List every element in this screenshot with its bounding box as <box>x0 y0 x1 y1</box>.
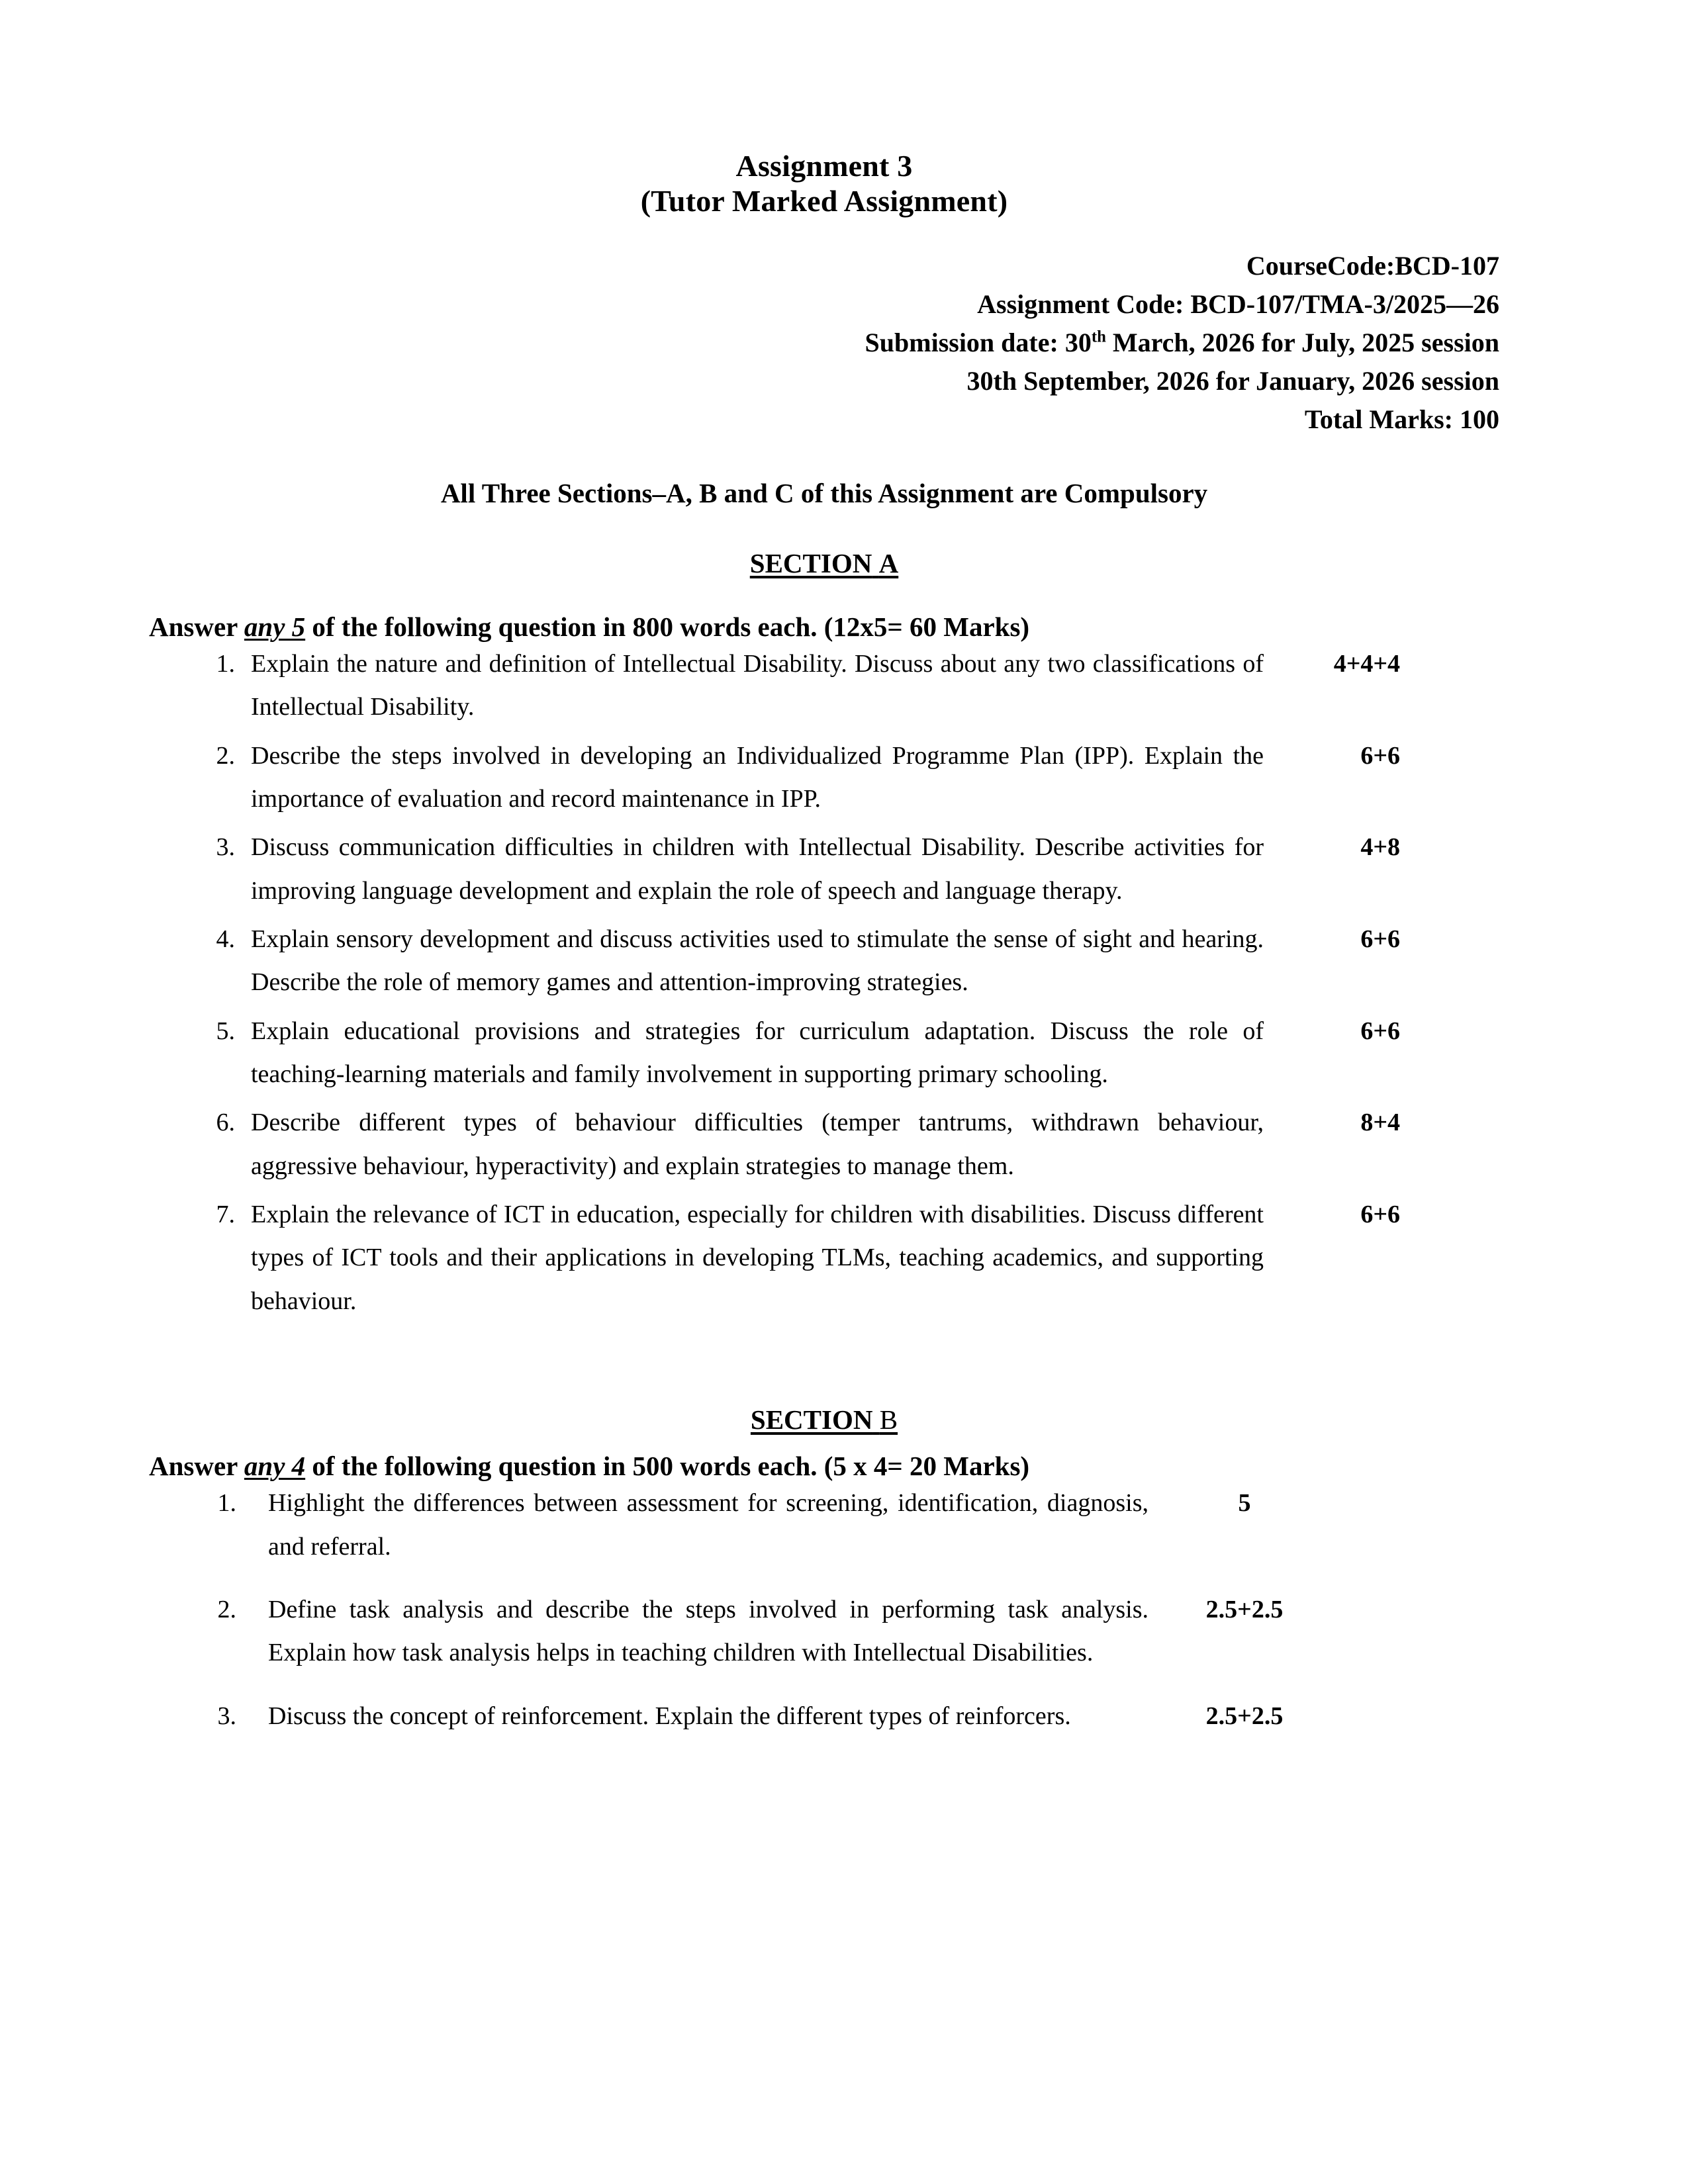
question-text: Define task analysis and describe the steps involved in performing task analysis. Explain how task analysis helps in teaching children with Intellectual Disabilities. <box>268 1595 1149 1667</box>
section-divider-spacer <box>149 1328 1499 1365</box>
question-text: Highlight the differences between assessment for screening, identification, diagnosis, and referral. <box>268 1489 1149 1561</box>
section-b-question-list <box>149 1482 1499 1738</box>
section-a-question-list <box>149 643 1499 1323</box>
question-item <box>149 1482 1499 1569</box>
document-title <box>149 149 1499 219</box>
question-marks: 2.5+2.5 <box>1205 1595 1284 1623</box>
compulsory-notice: All Three Sections–A, B and C of this Assignment are Compulsory <box>440 477 1208 508</box>
section-a-instruction-suffix: of the following question in 800 words each. (12x5= 60 Marks) <box>305 611 1030 642</box>
submission-date-rest: March, 2026 for July, 2025 session <box>1105 327 1499 357</box>
question-item <box>149 1588 1499 1675</box>
section-b-heading-letter: B <box>879 1404 898 1435</box>
section-b-instruction <box>149 1450 1499 1482</box>
question-marks: 6+6 <box>1360 741 1400 770</box>
question-number: 3. <box>216 833 235 862</box>
question-text: Discuss the concept of reinforcement. Explain the different types of reinforcers. <box>268 1702 1071 1730</box>
question-text: Describe different types of behaviour difficulties (temper tantrums, withdrawn behaviour, aggressive behaviour, hyperactivity) and explain strategies to manage them. <box>251 1109 1264 1180</box>
question-item <box>149 1010 1499 1097</box>
question-marks: 2.5+2.5 <box>1205 1702 1284 1730</box>
question-text: Discuss communication difficulties in children with Intellectual Disability. Describe activities for improving language development and explain the role of speech and language therapy. <box>251 833 1264 905</box>
question-item <box>149 735 1499 821</box>
question-marks: 6+6 <box>1360 925 1400 953</box>
ordinal-suffix: th <box>1091 328 1106 346</box>
question-text: Describe the steps involved in developing an Individualized Programme Plan (IPP). Explain the importance of evaluation and record maintenance in IPP. <box>251 741 1264 813</box>
question-marks: 8+4 <box>1360 1109 1400 1137</box>
question-number: 4. <box>216 925 235 953</box>
question-number: 3. <box>217 1702 236 1730</box>
question-item <box>149 918 1499 1005</box>
question-number: 2. <box>217 1595 236 1623</box>
question-number: 2. <box>216 741 235 770</box>
question-number: 1. <box>216 649 235 678</box>
question-marks: 6+6 <box>1360 1201 1400 1229</box>
question-marks: 4+8 <box>1360 833 1400 862</box>
section-a-heading-letter: A <box>878 547 899 578</box>
question-marks: 4+4+4 <box>1333 649 1400 678</box>
total-marks: Total Marks: 100 <box>1304 404 1499 434</box>
question-item <box>149 1695 1499 1738</box>
page-content <box>149 149 1499 1758</box>
section-a-instruction <box>149 611 1499 643</box>
assignment-meta-block <box>149 247 1499 439</box>
section-b-instruction-any: any 4 <box>244 1451 306 1482</box>
question-marks: 6+6 <box>1360 1017 1400 1045</box>
section-b-heading <box>149 1404 1499 1435</box>
question-item <box>149 1193 1499 1323</box>
question-text: Explain educational provisions and strategies for curriculum adaptation. Discuss the role of teaching-learning materials and family involvement in supporting primary schooling. <box>251 1017 1264 1089</box>
section-a-instruction-any: any 5 <box>244 611 306 642</box>
course-code: CourseCode:BCD-107 <box>1246 250 1499 281</box>
submission-date-january-session: 30th September, 2026 for January, 2026 session <box>966 365 1499 396</box>
section-a-heading <box>149 547 1499 579</box>
question-item <box>149 643 1499 729</box>
question-number: 6. <box>216 1109 235 1137</box>
question-number: 7. <box>216 1201 235 1229</box>
assignment-code: Assignment Code: BCD-107/TMA-3/2025—26 <box>977 289 1499 319</box>
title-line-secondary: (Tutor Marked Assignment) <box>640 183 1008 218</box>
section-b-instruction-prefix: Answer <box>149 1451 244 1482</box>
question-text: Explain sensory development and discuss activities used to stimulate the sense of sight and hearing. Describe the role of memory games and attention-improving strategies. <box>251 925 1264 997</box>
section-b-heading-word: SECTION <box>750 1404 873 1435</box>
question-number: 5. <box>216 1017 235 1045</box>
section-a-instruction-prefix: Answer <box>149 611 244 642</box>
question-item <box>149 826 1499 913</box>
question-number: 1. <box>217 1489 236 1518</box>
section-b-instruction-suffix: of the following question in 500 words each. (5 x 4= 20 Marks) <box>305 1451 1030 1482</box>
question-text: Explain the relevance of ICT in education, especially for children with disabilities. Discuss different types of ICT tools and their applications in developing TLMs, teaching academics, and supporting behaviour. <box>251 1201 1264 1315</box>
question-marks: 5 <box>1238 1489 1251 1518</box>
title-line-primary: Assignment 3 <box>735 149 913 183</box>
question-item <box>149 1101 1499 1188</box>
submission-date-prefix: Submission date: 30 <box>865 327 1092 357</box>
submission-date-july-session <box>149 324 1499 362</box>
question-text: Explain the nature and definition of Intellectual Disability. Discuss about any two classifications of Intellectual Disability. <box>251 649 1264 721</box>
section-a-heading-word: SECTION <box>749 547 872 578</box>
